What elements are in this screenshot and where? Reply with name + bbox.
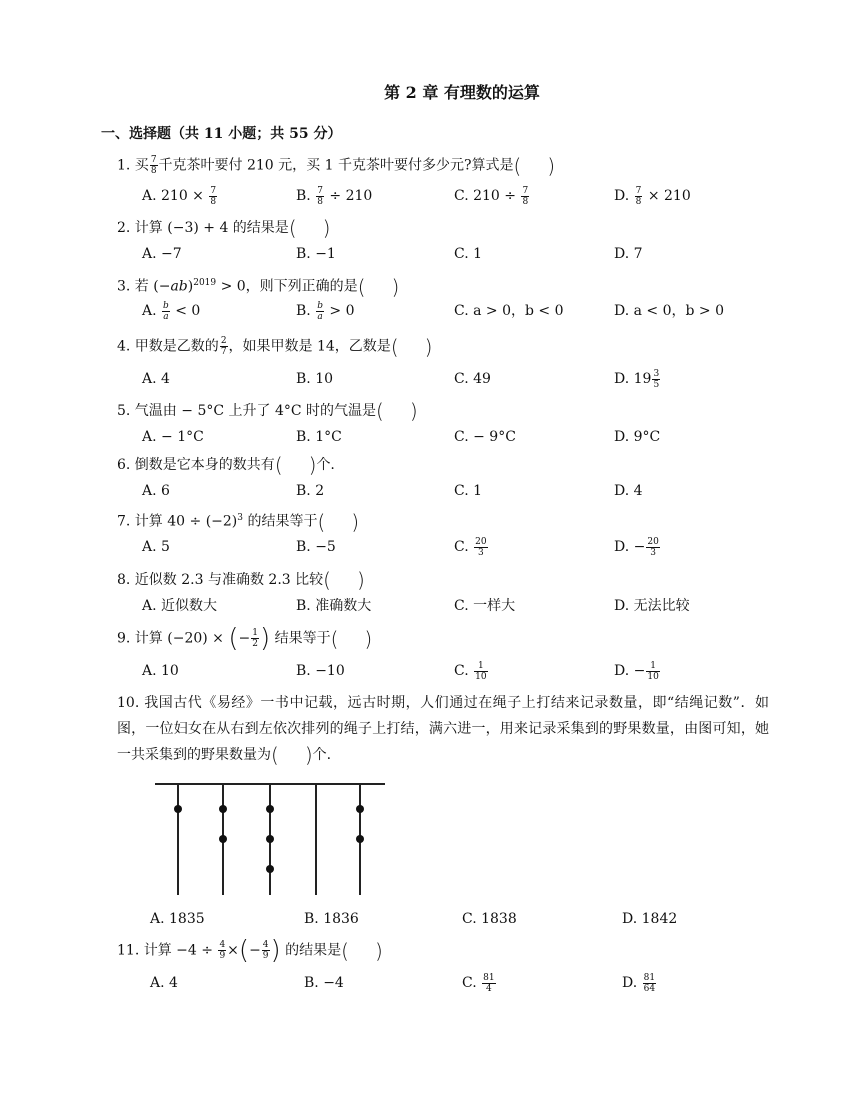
option-d[interactable]: D. 9°C: [614, 429, 661, 445]
section-heading: 一、选择题（共 11 小题；共 55 分）: [101, 126, 342, 142]
knot: [219, 805, 227, 813]
option-a[interactable]: A. 210 × $\frac{7}{8}$: [142, 185, 217, 207]
knot: [219, 835, 227, 843]
question-5: 5. 气温由 − 5°C 上升了 4°C 时的气温是( ): [117, 399, 418, 423]
option-a[interactable]: A. 4: [150, 975, 178, 991]
option-c[interactable]: C. 49: [454, 371, 491, 387]
knot: [266, 835, 274, 843]
q2-stem: 2. 计算 (−3) + 4 的结果是: [117, 220, 289, 236]
option-a[interactable]: A. −7: [142, 246, 182, 262]
answer-bracket: ( ): [513, 153, 556, 178]
answer-bracket: ( ): [274, 453, 317, 477]
q4-options: [142, 366, 782, 392]
knot: [266, 805, 274, 813]
option-b[interactable]: B. 10: [296, 371, 334, 387]
question-4: 4. 甲数是乙数的 $\frac{2}{7}$ ，如果甲数是 14，乙数是( ): [117, 334, 433, 359]
answer-bracket: ( ): [390, 334, 433, 359]
option-b[interactable]: B. −4: [304, 975, 344, 991]
q8-options: [142, 593, 782, 619]
option-d[interactable]: D. − $\frac{1}{10}$: [614, 660, 659, 682]
page-title: 第 2 章 有理数的运算: [384, 83, 540, 102]
q7-options: [142, 534, 782, 560]
answer-bracket: ( ): [376, 399, 418, 423]
q11-options: [150, 970, 790, 996]
question-9: 9. 计算 (−20) × (− $\frac{1}{2}$ ) 结果等于( ): [117, 623, 373, 654]
answer-bracket: ( ): [330, 626, 373, 651]
q9-options: [142, 658, 782, 684]
question-1: [117, 155, 555, 176]
answer-bracket: ( ): [357, 274, 400, 299]
q1-stem: 千克茶叶要付 210 元，买 1 千克茶叶要付多少元?算式是: [158, 157, 514, 174]
knot: [356, 835, 364, 843]
question-2: [117, 218, 330, 238]
option-c[interactable]: C. $\frac{81}{4}$: [462, 972, 495, 994]
q2-options: [142, 241, 782, 267]
option-d[interactable]: D. 1842: [622, 911, 678, 927]
option-c[interactable]: C. $\frac{1}{10}$: [454, 660, 487, 682]
option-c[interactable]: C. − 9°C: [454, 429, 516, 445]
option-b[interactable]: B. $\frac{7}{8}$ ÷ 210: [296, 185, 373, 207]
knot: [356, 805, 364, 813]
answer-bracket: ( ): [288, 216, 331, 240]
q5-options: [142, 424, 782, 450]
option-c[interactable]: C. 一样大: [454, 598, 516, 614]
option-c[interactable]: C. 1: [454, 483, 483, 499]
question-7: 7. 计算 $40 \div (-2)^3$ 的结果等于( ): [117, 509, 360, 534]
option-a[interactable]: A. 4: [142, 371, 170, 387]
q1-stem-pre: 1. 买: [117, 157, 149, 174]
option-a[interactable]: A. $\frac{b}{a}$ < 0: [142, 300, 201, 322]
q1-fraction: $\frac{7}{8}$: [150, 155, 157, 176]
knot: [174, 805, 182, 813]
question-3: 3. 若 $(-ab)^{2019} > 0$，则下列正确的是( ): [117, 274, 400, 299]
answer-bracket: ( ): [271, 743, 313, 767]
option-b[interactable]: B. 1°C: [296, 429, 342, 445]
option-a[interactable]: A. 近似数大: [142, 598, 218, 614]
option-c[interactable]: C. $\frac{20}{3}$: [454, 536, 487, 558]
option-c[interactable]: C. a > 0，b < 0: [454, 303, 564, 319]
question-6: 6. 倒数是它本身的数共有( )个.: [117, 453, 335, 477]
option-c[interactable]: C. 1: [454, 246, 483, 262]
option-d[interactable]: D. $\frac{81}{64}$: [622, 972, 656, 994]
answer-bracket: ( ): [317, 509, 360, 534]
question-8: 8. 近似数 2.3 与准确数 2.3 比较( ): [117, 568, 365, 592]
option-d[interactable]: D. 7: [614, 246, 643, 262]
option-b[interactable]: B. −10: [296, 663, 345, 679]
answer-bracket: ( ): [323, 568, 365, 592]
option-b[interactable]: B. $\frac{b}{a}$ > 0: [296, 300, 355, 322]
option-d[interactable]: D. − $\frac{20}{3}$: [614, 536, 659, 558]
knot: [266, 865, 274, 873]
question-11: 11. 计算 −4 ÷ $\frac{4}{9}$ ×(− $\frac{4}{9}$ ) 的结果是( ): [117, 935, 383, 966]
q1-options: [142, 183, 782, 209]
answer-bracket: ( ): [341, 938, 383, 963]
option-a[interactable]: A. 6: [142, 483, 170, 499]
option-d[interactable]: D. 无法比较: [614, 598, 690, 614]
option-d[interactable]: D. 4: [614, 483, 643, 499]
option-b[interactable]: B. 2: [296, 483, 325, 499]
option-a[interactable]: A. − 1°C: [142, 429, 204, 445]
question-10: 10. 我国古代《易经》一书中记载，远古时期，人们通过在绳子上打结来记录数量，即“结绳记数”．如图，一位妇女在从右到左依次排列的绳子上打结，满六进一，用来记录采集到的野果数量，由图可知，她一共采集到的野果数量为( )个.: [117, 695, 769, 767]
option-d[interactable]: D. 19 $\frac{3}{5}$: [614, 368, 660, 390]
option-c[interactable]: C. 1838: [462, 911, 517, 927]
q3-options: [142, 298, 782, 324]
q10-options: [150, 906, 790, 932]
option-a[interactable]: A. 10: [142, 663, 179, 679]
option-b[interactable]: B. −5: [296, 539, 336, 555]
option-d[interactable]: D. a < 0，b > 0: [614, 303, 725, 319]
knot-rope-figure: [150, 778, 390, 898]
q6-options: [142, 478, 782, 504]
option-b[interactable]: B. 准确数大: [296, 598, 372, 614]
option-c[interactable]: C. 210 ÷ $\frac{7}{8}$: [454, 185, 529, 207]
option-a[interactable]: A. 1835: [150, 911, 205, 927]
option-b[interactable]: B. −1: [296, 246, 336, 262]
option-d[interactable]: D. $\frac{7}{8}$ × 210: [614, 185, 691, 207]
option-a[interactable]: A. 5: [142, 539, 170, 555]
option-b[interactable]: B. 1836: [304, 911, 359, 927]
